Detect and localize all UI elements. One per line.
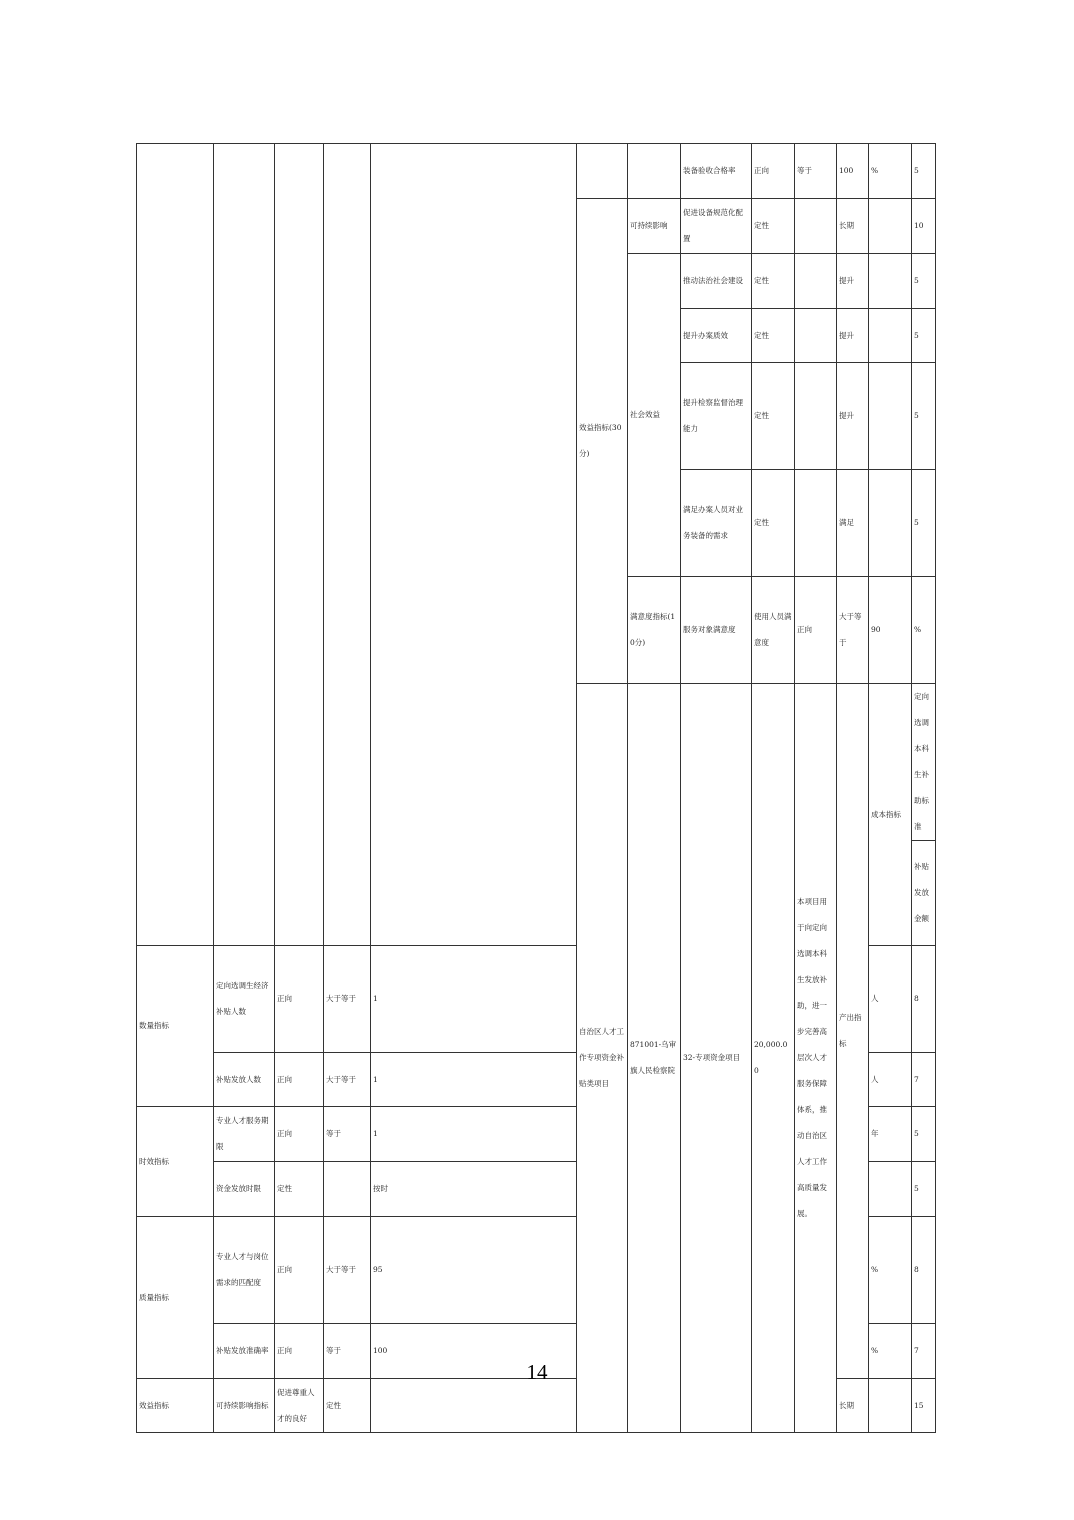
indicator-unit: 人 [869,946,912,1053]
indicator-operator [795,363,837,470]
indicator-value: 按时 [371,1162,577,1217]
indicator-name: 提升检察监督治理能力 [681,363,752,470]
empty-cell [324,144,371,946]
indicator-value: 1 [371,1107,577,1162]
indicator-value: 100 [837,144,869,199]
level2-indicator: 数量指标 [137,946,214,1107]
level1-indicator: 产出指标 [837,684,869,1379]
indicator-unit [869,1162,912,1217]
indicator-value: 长期 [837,1379,869,1433]
indicator-name: 专业人才服务期限 [214,1107,275,1162]
indicator-name: 补贴发放准确率 [214,1324,275,1379]
indicator-name: 满足办案人员对业务装备的需求 [681,470,752,577]
level1-indicator: 满意度指标(10分) [628,577,681,684]
indicator-operator: 大于等于 [324,1053,371,1107]
indicator-type: 正向 [795,577,837,684]
indicator-name: 使用人员满意度 [752,577,795,684]
indicator-operator: 等于 [324,1107,371,1162]
indicator-name: 定向选调本科生补助标准 [912,684,936,841]
indicator-operator [795,199,837,254]
indicator-operator [371,1379,577,1433]
indicator-unit: 年 [869,1107,912,1162]
indicator-score: 15 [912,1379,936,1433]
indicator-unit: % [912,577,936,684]
empty-cell [214,144,275,946]
table-row [137,144,936,199]
indicator-unit [869,309,912,363]
empty-cell [628,144,681,199]
empty-cell [137,144,214,946]
indicator-operator [324,1162,371,1217]
indicator-name: 促进尊重人才的良好 [275,1379,324,1433]
indicator-operator: 大于等于 [837,577,869,684]
indicator-value: 1 [371,1053,577,1107]
level1-indicator: 效益指标 [137,1379,214,1433]
indicator-type: 定性 [752,199,795,254]
indicator-name: 专业人才与岗位需求的匹配度 [214,1217,275,1324]
indicator-type: 正向 [275,1217,324,1324]
project-name: 自治区人才工作专项资金补贴类项目 [577,684,628,1433]
indicator-type: 正向 [275,1324,324,1379]
indicator-operator [795,470,837,577]
indicator-unit [869,199,912,254]
indicator-name: 补贴发放人数 [214,1053,275,1107]
indicator-value: 1 [371,946,577,1053]
indicator-score: 5 [912,144,936,199]
indicator-type: 正向 [752,144,795,199]
indicator-operator: 大于等于 [324,1217,371,1324]
indicator-type: 定性 [752,363,795,470]
page-number: 14 [526,1360,548,1384]
indicator-value: 提升 [837,363,869,470]
indicator-value: 提升 [837,309,869,363]
indicator-unit [869,254,912,309]
indicator-type: 定性 [275,1162,324,1217]
empty-cell [371,144,577,946]
indicator-score: 8 [912,946,936,1053]
indicator-operator: 等于 [324,1324,371,1379]
level2-indicator: 可持续影响指标 [214,1379,275,1433]
indicator-name: 促进设备规范化配置 [681,199,752,254]
fund-type: 32-专项资金项目 [681,684,752,1433]
level2-indicator: 成本指标 [869,684,912,946]
level2-indicator: 时效指标 [137,1107,214,1217]
indicator-name: 补贴发放金额 [912,841,936,946]
indicator-unit [869,470,912,577]
indicator-unit [869,363,912,470]
indicator-unit: % [869,144,912,199]
indicator-score: 7 [912,1324,936,1379]
indicator-operator [795,309,837,363]
indicator-value: 提升 [837,254,869,309]
indicator-value: 长期 [837,199,869,254]
indicator-unit: % [869,1324,912,1379]
unit-name: 871001-乌审旗人民检察院 [628,684,681,1433]
indicator-type: 定性 [752,470,795,577]
indicator-score: 5 [912,254,936,309]
indicator-type: 定性 [752,254,795,309]
level1-indicator: 效益指标(30分) [577,199,628,684]
project-description: 本项目用于向定向选调本科生发放补助，进一步完善高层次人才服务保障体系，推动自治区人才工作高质量发展。 [795,684,837,1433]
indicator-unit [869,1379,912,1433]
level2-indicator: 可持续影响 [628,199,681,254]
performance-indicator-table [136,143,936,1433]
indicator-value: 90 [869,577,912,684]
fund-amount: 20,000.00 [752,684,795,1433]
indicator-name: 装备验收合格率 [681,144,752,199]
indicator-unit: 人 [869,1053,912,1107]
indicator-score: 5 [912,470,936,577]
indicator-value: 100 [371,1324,577,1379]
indicator-operator: 等于 [795,144,837,199]
indicator-value: 满足 [837,470,869,577]
indicator-unit: % [869,1217,912,1324]
empty-cell [275,144,324,946]
indicator-value: 95 [371,1217,577,1324]
indicator-name: 定向选调生经济补贴人数 [214,946,275,1053]
level2-indicator: 社会效益 [628,254,681,577]
empty-cell [577,144,628,199]
indicator-type: 正向 [275,1053,324,1107]
indicator-operator [795,254,837,309]
indicator-score: 5 [912,1107,936,1162]
indicator-score: 5 [912,309,936,363]
indicator-name: 提升办案质效 [681,309,752,363]
indicator-score: 5 [912,363,936,470]
level2-indicator: 服务对象满意度 [681,577,752,684]
indicator-operator: 大于等于 [324,946,371,1053]
level2-indicator: 质量指标 [137,1217,214,1379]
indicator-type: 正向 [275,946,324,1053]
indicator-score: 8 [912,1217,936,1324]
indicator-type: 定性 [324,1379,371,1433]
indicator-score: 10 [912,199,936,254]
indicator-name: 推动法治社会建设 [681,254,752,309]
indicator-name: 资金发放时限 [214,1162,275,1217]
indicator-score: 5 [912,1162,936,1217]
indicator-score: 7 [912,1053,936,1107]
indicator-type: 正向 [275,1107,324,1162]
indicator-type: 定性 [752,309,795,363]
